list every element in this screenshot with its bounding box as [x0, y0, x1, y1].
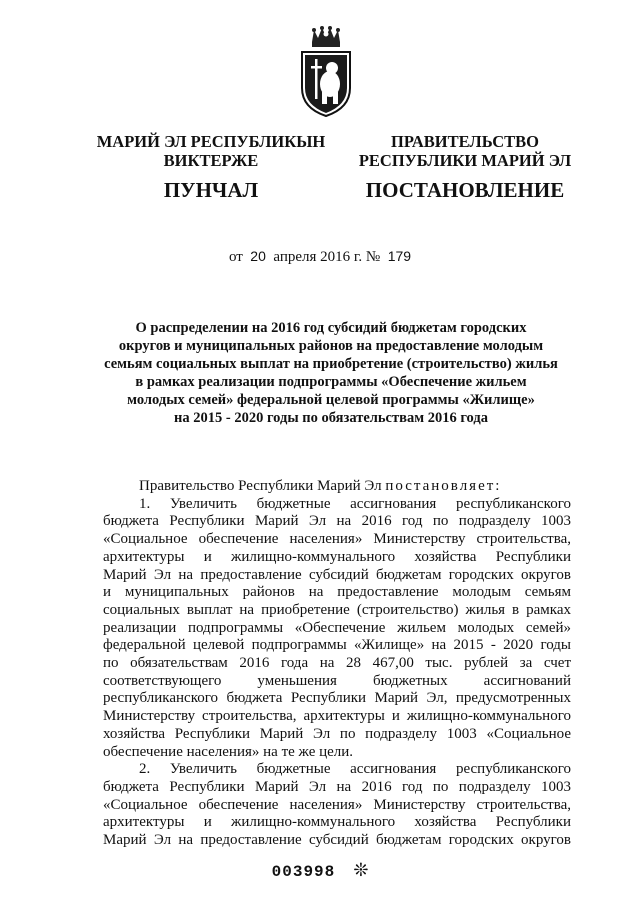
- title-line: семьям социальных выплат на приобретение (строительство) жилья: [104, 356, 558, 372]
- header-right-line1: ПРАВИТЕЛЬСТВО: [391, 132, 539, 151]
- paragraph-1: [103, 496, 571, 762]
- title-line: на 2015 - 2020 годы по обязательствам 2016 года: [174, 410, 488, 426]
- document-type-russian: ПОСТАНОВЛЕНИЕ: [365, 178, 565, 202]
- title-line: в рамках реализации подпрограммы «Обеспечение жильем: [135, 374, 527, 390]
- date-line: [0, 248, 640, 266]
- document-title: [96, 319, 566, 427]
- intro-paragraph: [103, 478, 571, 496]
- paragraph-line: 1. Увеличить бюджетные ассигнования республиканского: [139, 495, 571, 512]
- paragraph-line: федеральной целевой подпрограммы «Жилище» на 2015 - 2020 годы: [103, 637, 571, 654]
- footer: [0, 860, 640, 881]
- header-right-line2: РЕСПУБЛИКИ МАРИЙ ЭЛ: [358, 151, 572, 170]
- paragraph-line: хозяйства Республики Марий Эл по подразделу 1003 «Социальное: [103, 725, 571, 742]
- paragraph-line: бюджета Республики Марий Эл на 2016 год по подразделу 1003: [103, 778, 571, 795]
- document-body: [103, 478, 571, 850]
- paragraph-line: и муниципальных районов на предоставление молодым семьям: [103, 584, 571, 601]
- paragraph-line: соответствующего уменьшения бюджетных ассигнований: [103, 672, 571, 689]
- header-left-line1: МАРИЙ ЭЛ РЕСПУБЛИКЫН: [96, 132, 326, 151]
- intro-text: Правительство Республики Марий Эл: [139, 478, 382, 494]
- coat-of-arms-icon: [296, 26, 356, 118]
- date-month-year: апреля 2016 г. №: [273, 249, 381, 265]
- paragraph-line: бюджета Республики Марий Эл на 2016 год по подразделу 1003: [103, 513, 571, 530]
- paragraph-2: [103, 761, 571, 850]
- snowflake-mark-icon: ❊: [353, 860, 369, 881]
- paragraph-line: реализации подпрограммы «Обеспечение жильем молодых семей»: [103, 619, 571, 636]
- paragraph-line: обеспечение населения» на те же цели.: [103, 743, 354, 760]
- intro-decree-word: постановляет:: [385, 478, 502, 494]
- paragraph-line: архитектуры и жилищно-коммунального хозяйства Республики: [103, 814, 571, 831]
- paragraph-line: республиканского бюджета Республики Марий Эл, предусмотренных: [103, 690, 571, 707]
- paragraph-line: архитектуры и жилищно-коммунального хозяйства Республики: [103, 548, 571, 565]
- title-line: округов и муниципальных районов на предоставление молодым: [118, 338, 544, 354]
- header-left-line2: ВИКТЕРЖЕ: [163, 151, 259, 170]
- date-prefix: от: [228, 249, 243, 265]
- header-right: [340, 132, 590, 170]
- title-line: О распределении на 2016 год субсидий бюджетам городских: [135, 320, 527, 336]
- paragraph-line: Марий Эл на предоставление субсидий бюджетам городских округов: [103, 566, 571, 583]
- paragraph-line: Марий Эл на предоставление субсидий бюджетам городских округов: [103, 832, 571, 849]
- paragraph-line: «Социальное обеспечение населения» Министерству строительства,: [103, 796, 571, 813]
- paragraph-line: «Социальное обеспечение населения» Министерству строительства,: [103, 531, 571, 548]
- paragraph-line: Министерству строительства, архитектуры и жилищно-коммунального: [103, 708, 571, 725]
- form-serial-number: 003998: [271, 863, 336, 881]
- title-line: молодых семей» федеральной целевой программы «Жилище»: [127, 392, 535, 408]
- document-type-mari: ПУНЧАЛ: [163, 178, 259, 202]
- header-left: [86, 132, 336, 170]
- document-number: 179: [387, 248, 412, 264]
- paragraph-line: по обязательствам 2016 года на 28 467,00 тыс. рублей за счет: [103, 655, 571, 672]
- paragraph-line: 2. Увеличить бюджетные ассигнования республиканского: [139, 761, 571, 778]
- paragraph-line: социальных выплат на приобретение (строительство) жилья в рамках: [103, 601, 571, 618]
- date-day: 20: [250, 248, 266, 264]
